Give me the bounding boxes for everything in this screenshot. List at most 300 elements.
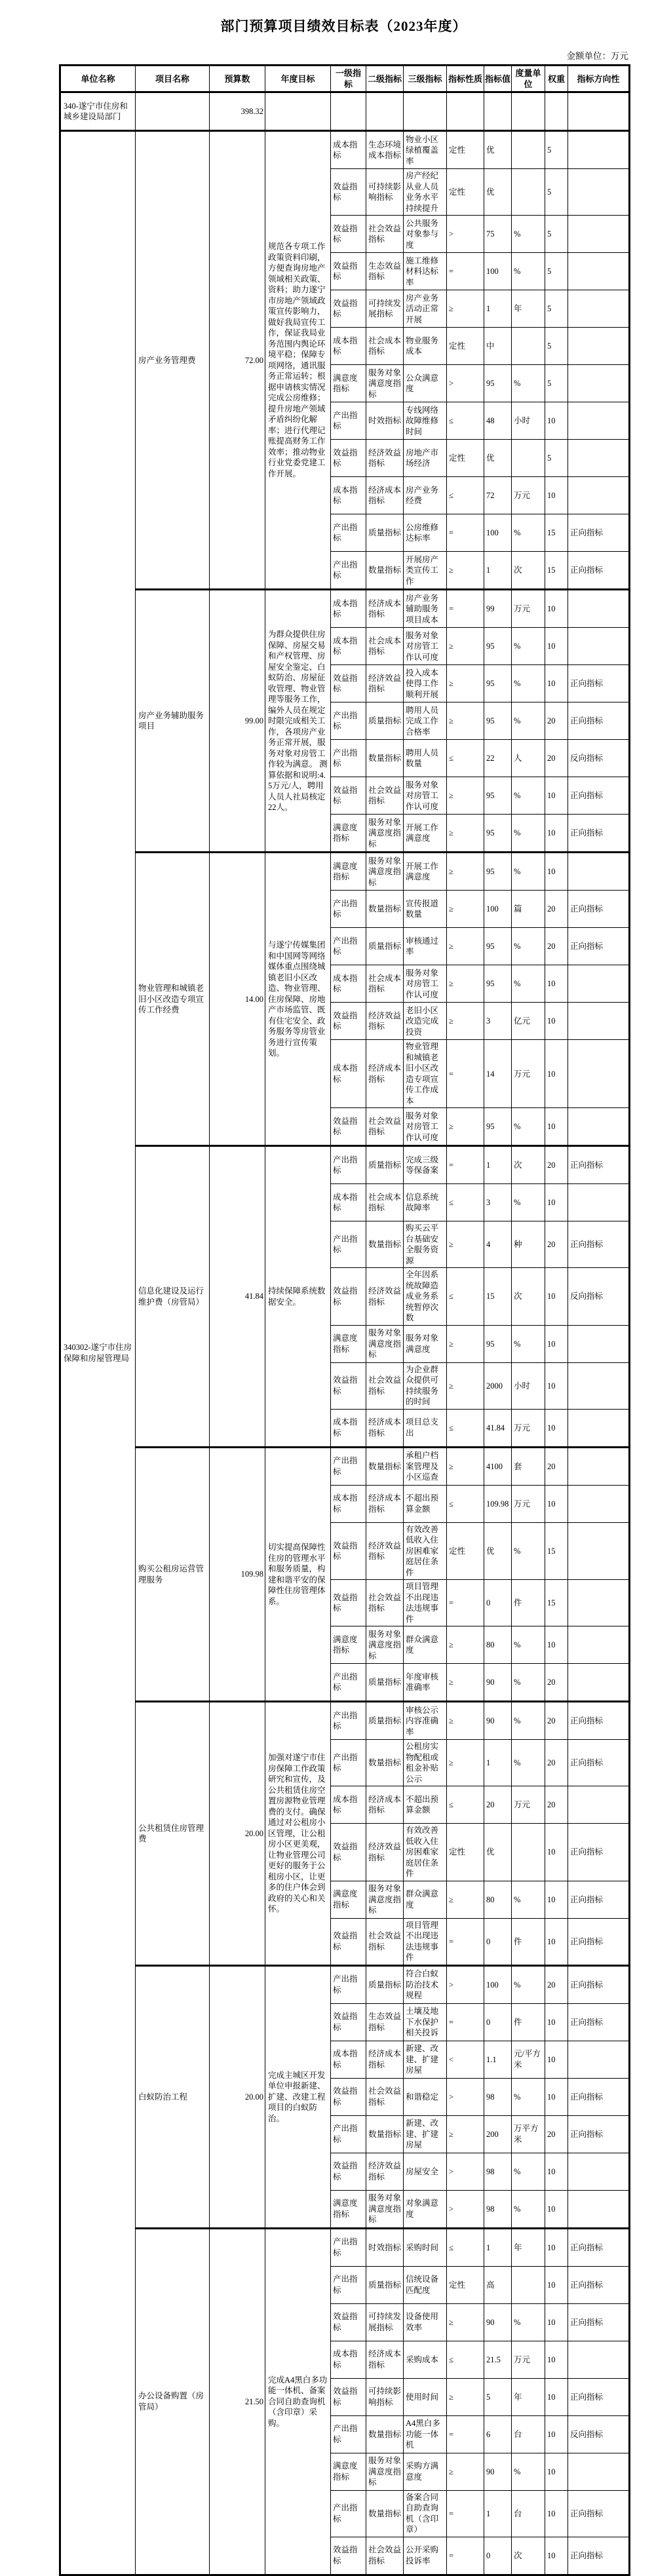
indicator-level3-cell: 公租房实物配租或租金补贴公示 xyxy=(404,1740,447,1786)
indicator-level2-cell: 可持续影响指标 xyxy=(366,2378,404,2415)
indicator-level2-cell: 社会成本指标 xyxy=(366,1184,404,1221)
indicator-value-cell: 98 xyxy=(484,2078,512,2115)
indicator-nature-cell: ≥ xyxy=(447,1003,484,1040)
indicator-value-cell: 100 xyxy=(484,514,512,552)
indicator-value-cell: 80 xyxy=(484,1626,512,1664)
indicator-level1-cell: 效益指标 xyxy=(331,1362,366,1409)
indicator-level3-cell: 开展工作满意度 xyxy=(404,853,447,891)
weight-cell: 5 xyxy=(545,328,568,365)
indicator-value-cell: 75 xyxy=(484,216,512,253)
indicator-level3-cell: 聘用人员完成工作合格率 xyxy=(404,702,447,740)
indicator-level1-cell: 产出指标 xyxy=(331,2115,366,2153)
indicator-level1-cell: 产出指标 xyxy=(331,1702,366,1740)
direction-cell xyxy=(568,1184,630,1221)
indicator-value-cell: 98 xyxy=(484,2153,512,2190)
weight-cell: 10 xyxy=(545,2041,568,2078)
indicator-level3-cell: 承租户档案管理及小区巡查 xyxy=(404,1447,447,1485)
indicator-level1-cell: 产出指标 xyxy=(331,1664,366,1702)
weight-cell: 10 xyxy=(545,1881,568,1918)
direction-cell: 正向指标 xyxy=(568,777,630,815)
measure-unit-cell: % xyxy=(512,1184,545,1221)
weight-cell: 10 xyxy=(545,1409,568,1447)
indicator-nature-cell: ≥ xyxy=(447,628,484,665)
indicator-level1-cell: 效益指标 xyxy=(331,290,366,328)
indicator-level3-cell: 物业服务成本 xyxy=(404,328,447,365)
direction-cell xyxy=(568,365,630,402)
direction-cell: 正向指标 xyxy=(568,928,630,965)
indicator-value-cell: 22 xyxy=(484,740,512,777)
measure-unit-cell: 篇 xyxy=(512,891,545,928)
measure-unit-cell: 件 xyxy=(512,2003,545,2041)
indicator-level2-cell: 时效指标 xyxy=(366,402,404,440)
weight-cell: 10 xyxy=(545,2003,568,2041)
column-header: 一级指标 xyxy=(331,66,366,92)
weight-cell: 20 xyxy=(545,1740,568,1786)
measure-unit-cell: % xyxy=(512,2453,545,2490)
unit-summary-row xyxy=(60,92,630,131)
annual-goal-cell: 与遂宁传媒集团和中国网等网络媒体重点围绕城镇老旧小区改造、物业管理、住房保障、房地产市场监管、既有住宅安全、政务服务等房管业务进行宣传策划。 xyxy=(265,853,331,1146)
indicator-nature-cell: > xyxy=(447,1965,484,2003)
indicator-level1-cell: 满意度指标 xyxy=(331,815,366,853)
weight-cell: 15 xyxy=(545,514,568,552)
indicator-level1-cell: 效益指标 xyxy=(331,440,366,477)
indicator-level3-cell: 房地产市场经济 xyxy=(404,440,447,477)
annual-goal-cell: 加强对遂宁市住房保障工作政策研究和宣传，及公共租赁住房空置房源物业管理费的支付。确保通过对公租房小区管理，让公租房小区更美观，让物业管理公司更好的服务于公租房小区，让更多的住户体会到政府的关心和关怀。 xyxy=(265,1702,331,1966)
indicator-level3-cell: 有效改善低收入住房困难家庭居住条件 xyxy=(404,1522,447,1580)
indicator-level1-cell: 满意度指标 xyxy=(331,1626,366,1664)
indicator-level2-cell: 生态效益指标 xyxy=(366,2003,404,2041)
direction-cell xyxy=(568,1325,630,1362)
indicator-level2-cell: 经济成本指标 xyxy=(366,2041,404,2078)
column-header: 二级指标 xyxy=(366,66,404,92)
indicator-level3-cell: 服务对象对房管工作认可度 xyxy=(404,965,447,1003)
indicator-level3-cell: 为企业群众提供可持续服务的时间 xyxy=(404,1362,447,1409)
indicator-nature-cell: ≥ xyxy=(447,2378,484,2415)
indicator-value-cell: 3 xyxy=(484,1184,512,1221)
measure-unit-cell: % xyxy=(512,777,545,815)
measure-unit-cell: % xyxy=(512,702,545,740)
weight-cell: 20 xyxy=(545,1702,568,1740)
indicator-level2-cell: 服务对象满意度指标 xyxy=(366,365,404,402)
indicator-nature-cell: ≤ xyxy=(447,1485,484,1522)
weight-cell: 15 xyxy=(545,1580,568,1626)
direction-cell xyxy=(568,328,630,365)
indicator-level1-cell: 满意度指标 xyxy=(331,1881,366,1918)
indicator-level2-cell: 经济成本指标 xyxy=(366,2341,404,2378)
indicator-level2-cell: 社会效益指标 xyxy=(366,2537,404,2575)
measure-unit-cell: % xyxy=(512,928,545,965)
measure-unit-cell xyxy=(512,440,545,477)
indicator-value-cell: 0 xyxy=(484,1580,512,1626)
indicator-nature-cell: ≥ xyxy=(447,665,484,702)
measure-unit-cell: 万元 xyxy=(512,1040,545,1108)
measure-unit-cell: 件 xyxy=(512,1580,545,1626)
measure-unit-cell: 件 xyxy=(512,1918,545,1965)
budget-cell: 20.00 xyxy=(210,1965,265,2228)
indicator-value-cell: 4 xyxy=(484,1221,512,1268)
indicator-nature-cell: 定性 xyxy=(447,131,484,169)
indicator-nature-cell: 定性 xyxy=(447,169,484,216)
indicator-level1-cell: 效益指标 xyxy=(331,1580,366,1626)
indicator-level1-cell: 成本指标 xyxy=(331,1040,366,1108)
measure-unit-cell: 人 xyxy=(512,740,545,777)
indicator-row xyxy=(60,1702,630,1740)
indicator-level2-cell: 服务对象满意度指标 xyxy=(366,2190,404,2228)
weight-cell: 10 xyxy=(545,2303,568,2341)
indicator-value-cell: 优 xyxy=(484,131,512,169)
indicator-value-cell: 5 xyxy=(484,2378,512,2415)
indicator-nature-cell: = xyxy=(447,2003,484,2041)
measure-unit-cell: 种 xyxy=(512,1221,545,1268)
weight-cell: 10 xyxy=(545,2341,568,2378)
indicator-level3-cell: 采购时间 xyxy=(404,2228,447,2266)
indicator-level2-cell: 生态效益指标 xyxy=(366,253,404,290)
indicator-level1-cell: 产出指标 xyxy=(331,1221,366,1268)
weight-cell: 20 xyxy=(545,1965,568,2003)
indicator-level2-cell: 质量指标 xyxy=(366,1664,404,1702)
indicator-value-cell: 109.98 xyxy=(484,1485,512,1522)
measure-unit-cell: % xyxy=(512,1522,545,1580)
indicator-level3-cell: 土壤及地下水保护相关投诉 xyxy=(404,2003,447,2041)
indicator-value-cell: 90 xyxy=(484,1702,512,1740)
indicator-level2-cell: 数量指标 xyxy=(366,2115,404,2153)
indicator-level3-cell: 信息系统故障率 xyxy=(404,1184,447,1221)
weight-cell: 5 xyxy=(545,169,568,216)
performance-target-table xyxy=(59,64,630,2576)
indicator-level2-cell: 数量指标 xyxy=(366,552,404,590)
indicator-row xyxy=(60,1447,630,1485)
indicator-row xyxy=(60,2228,630,2266)
direction-cell: 反向指标 xyxy=(568,740,630,777)
indicator-level1-cell: 成本指标 xyxy=(331,1485,366,1522)
weight-cell: 10 xyxy=(545,2415,568,2453)
weight-cell: 10 xyxy=(545,1040,568,1108)
indicator-level1-cell: 效益指标 xyxy=(331,2153,366,2190)
indicator-level2-cell: 质量指标 xyxy=(366,928,404,965)
indicator-value-cell: 优 xyxy=(484,169,512,216)
weight-cell: 10 xyxy=(545,1325,568,1362)
indicator-value-cell: 21.5 xyxy=(484,2341,512,2378)
indicator-level3-cell: 服务对象对房管工作认可度 xyxy=(404,777,447,815)
indicator-nature-cell: ≥ xyxy=(447,815,484,853)
measure-unit-cell: % xyxy=(512,514,545,552)
column-header: 指标性质 xyxy=(447,66,484,92)
indicator-level2-cell: 质量指标 xyxy=(366,1146,404,1184)
indicator-nature-cell: = xyxy=(447,590,484,628)
measure-unit-cell: 小时 xyxy=(512,402,545,440)
indicator-value-cell: 72 xyxy=(484,477,512,514)
indicator-value-cell: 95 xyxy=(484,777,512,815)
page-title: 部门预算项目绩效目标表（2023年度） xyxy=(220,18,467,34)
indicator-level1-cell: 效益指标 xyxy=(331,2378,366,2415)
indicator-level2-cell: 经济效益指标 xyxy=(366,665,404,702)
indicator-value-cell: 95 xyxy=(484,965,512,1003)
indicator-level3-cell: 施工维修材料达标率 xyxy=(404,253,447,290)
project-name-cell: 购买公租房运营管理服务 xyxy=(136,1447,210,1702)
indicator-value-cell: 优 xyxy=(484,1824,512,1881)
measure-unit-cell xyxy=(512,2266,545,2303)
indicator-nature-cell: = xyxy=(447,253,484,290)
direction-cell: 正向指标 xyxy=(568,1881,630,1918)
direction-cell: 反向指标 xyxy=(568,2415,630,2453)
indicator-value-cell: 100 xyxy=(484,891,512,928)
measure-unit-cell: % xyxy=(512,2303,545,2341)
indicator-level1-cell: 成本指标 xyxy=(331,328,366,365)
weight-cell: 10 xyxy=(545,1626,568,1664)
indicator-level2-cell: 质量指标 xyxy=(366,514,404,552)
direction-cell: 正向指标 xyxy=(568,1221,630,1268)
direction-cell xyxy=(568,402,630,440)
indicator-nature-cell: ≥ xyxy=(447,853,484,891)
indicator-level3-cell: 公开采购投诉率 xyxy=(404,2537,447,2575)
indicator-nature-cell: ≥ xyxy=(447,2115,484,2153)
weight-cell: 10 xyxy=(545,777,568,815)
amount-unit-note: 金额单位：万元 xyxy=(566,51,628,61)
indicator-nature-cell: ≥ xyxy=(447,777,484,815)
indicator-level3-cell: 群众满意度 xyxy=(404,1626,447,1664)
indicator-level1-cell: 效益指标 xyxy=(331,1003,366,1040)
indicator-level1-cell: 满意度指标 xyxy=(331,853,366,891)
indicator-nature-cell: = xyxy=(447,2490,484,2537)
indicator-nature-cell: = xyxy=(447,2537,484,2575)
indicator-level2-cell: 经济成本指标 xyxy=(366,1786,404,1824)
direction-cell xyxy=(568,440,630,477)
indicator-level3-cell: 房产业务辅助服务项目成本 xyxy=(404,590,447,628)
indicator-row xyxy=(60,1965,630,2003)
measure-unit-cell: % xyxy=(512,965,545,1003)
weight-cell: 10 xyxy=(545,2453,568,2490)
indicator-level2-cell: 服务对象满意度指标 xyxy=(366,1626,404,1664)
direction-cell xyxy=(568,253,630,290)
indicator-level3-cell: 老旧小区改造完成投资 xyxy=(404,1003,447,1040)
indicator-level1-cell: 产出指标 xyxy=(331,740,366,777)
direction-cell xyxy=(568,2041,630,2078)
measure-unit-cell: 台 xyxy=(512,2490,545,2537)
direction-cell xyxy=(568,1447,630,1485)
indicator-value-cell: 100 xyxy=(484,253,512,290)
indicator-nature-cell: = xyxy=(447,1580,484,1626)
measure-unit-cell: % xyxy=(512,1740,545,1786)
project-name-cell: 房产业务辅助服务项目 xyxy=(136,590,210,853)
direction-cell: 正向指标 xyxy=(568,2266,630,2303)
direction-cell xyxy=(568,1522,630,1580)
direction-cell xyxy=(568,1040,630,1108)
indicator-level1-cell: 产出指标 xyxy=(331,1965,366,2003)
weight-cell: 10 xyxy=(545,1362,568,1409)
indicator-level3-cell: 服务对象对房管工作认可度 xyxy=(404,628,447,665)
project-name-cell: 信息化建设及运行维护费（房管局） xyxy=(136,1146,210,1448)
direction-cell xyxy=(568,965,630,1003)
indicator-nature-cell: ≥ xyxy=(447,1325,484,1362)
indicator-level1-cell: 效益指标 xyxy=(331,1268,366,1326)
empty-cell xyxy=(512,92,545,131)
indicator-value-cell: 95 xyxy=(484,628,512,665)
unit-name-cell: 340-遂宁市住房和城乡建设局部门 xyxy=(60,92,136,131)
measure-unit-cell: % xyxy=(512,1664,545,1702)
direction-cell xyxy=(568,2453,630,2490)
indicator-level1-cell: 产出指标 xyxy=(331,2490,366,2537)
indicator-level2-cell: 经济效益指标 xyxy=(366,1824,404,1881)
indicator-level3-cell: 公共服务对象参与度 xyxy=(404,216,447,253)
indicator-level1-cell: 成本指标 xyxy=(331,590,366,628)
indicator-level3-cell: 公房维修达标率 xyxy=(404,514,447,552)
indicator-nature-cell: ≥ xyxy=(447,891,484,928)
indicator-level3-cell: 服务对象对房管工作认可度 xyxy=(404,1108,447,1146)
weight-cell: 20 xyxy=(545,702,568,740)
direction-cell xyxy=(568,1580,630,1626)
project-name-cell: 白蚁防治工程 xyxy=(136,1965,210,2228)
indicator-level2-cell: 数量指标 xyxy=(366,1740,404,1786)
measure-unit-cell: 台 xyxy=(512,2415,545,2453)
indicator-level3-cell: 物业小区绿植覆盖率 xyxy=(404,131,447,169)
indicator-nature-cell: ≥ xyxy=(447,1447,484,1485)
indicator-level2-cell: 质量指标 xyxy=(366,702,404,740)
indicator-level2-cell: 社会效益指标 xyxy=(366,1362,404,1409)
indicator-nature-cell: ≤ xyxy=(447,1786,484,1824)
indicator-level1-cell: 效益指标 xyxy=(331,2303,366,2341)
weight-cell: 10 xyxy=(545,2490,568,2537)
indicator-nature-cell: > xyxy=(447,216,484,253)
table-body xyxy=(60,92,630,2575)
indicator-level1-cell: 效益指标 xyxy=(331,2537,366,2575)
direction-cell: 正向指标 xyxy=(568,1740,630,1786)
measure-unit-cell: 年 xyxy=(512,2378,545,2415)
indicator-level2-cell: 经济成本指标 xyxy=(366,1409,404,1447)
measure-unit-cell: % xyxy=(512,628,545,665)
weight-cell: 10 xyxy=(545,1485,568,1522)
measure-unit-cell: 套 xyxy=(512,1447,545,1485)
indicator-nature-cell: ≥ xyxy=(447,552,484,590)
indicator-nature-cell: ≥ xyxy=(447,1626,484,1664)
indicator-level2-cell: 数量指标 xyxy=(366,2415,404,2453)
indicator-level3-cell: 房屋安全 xyxy=(404,2153,447,2190)
indicator-value-cell: 95 xyxy=(484,702,512,740)
indicator-value-cell: 90 xyxy=(484,2303,512,2341)
direction-cell xyxy=(568,1626,630,1664)
measure-unit-cell: 次 xyxy=(512,1146,545,1184)
weight-cell: 10 xyxy=(545,1184,568,1221)
indicator-level1-cell: 产出指标 xyxy=(331,1146,366,1184)
indicator-level1-cell: 效益指标 xyxy=(331,2078,366,2115)
measure-unit-cell: 万元 xyxy=(512,477,545,514)
weight-cell: 20 xyxy=(545,1146,568,1184)
measure-unit-cell: 年 xyxy=(512,2228,545,2266)
indicator-value-cell: 1 xyxy=(484,2228,512,2266)
direction-cell: 正向指标 xyxy=(568,2490,630,2537)
direction-cell xyxy=(568,628,630,665)
measure-unit-cell xyxy=(512,131,545,169)
indicator-nature-cell: = xyxy=(447,1918,484,1965)
measure-unit-cell: % xyxy=(512,1325,545,1362)
indicator-value-cell: 95 xyxy=(484,1108,512,1146)
indicator-level2-cell: 数量指标 xyxy=(366,2490,404,2537)
measure-unit-cell: 万元 xyxy=(512,1409,545,1447)
indicator-level2-cell: 社会效益指标 xyxy=(366,1918,404,1965)
measure-unit-cell xyxy=(512,169,545,216)
indicator-level1-cell: 产出指标 xyxy=(331,1740,366,1786)
budget-cell: 72.00 xyxy=(210,131,265,590)
direction-cell xyxy=(568,590,630,628)
indicator-level3-cell: 服务对象满意度 xyxy=(404,1325,447,1362)
indicator-value-cell: 80 xyxy=(484,1881,512,1918)
weight-cell: 20 xyxy=(545,1786,568,1824)
header-row xyxy=(60,66,630,92)
direction-cell xyxy=(568,1409,630,1447)
column-header: 单位名称 xyxy=(60,66,136,92)
indicator-level1-cell: 效益指标 xyxy=(331,777,366,815)
indicator-level3-cell: 新建、改建、扩建房屋 xyxy=(404,2115,447,2153)
indicator-value-cell: 1 xyxy=(484,1740,512,1786)
indicator-level3-cell: 群众满意度 xyxy=(404,1881,447,1918)
indicator-value-cell: 4100 xyxy=(484,1447,512,1485)
budget-cell: 21.50 xyxy=(210,2228,265,2575)
indicator-level2-cell: 社会成本指标 xyxy=(366,965,404,1003)
indicator-level1-cell: 效益指标 xyxy=(331,169,366,216)
indicator-nature-cell: > xyxy=(447,365,484,402)
measure-unit-cell: % xyxy=(512,1626,545,1664)
indicator-value-cell: 95 xyxy=(484,928,512,965)
measure-unit-cell: 万元 xyxy=(512,590,545,628)
direction-cell: 正向指标 xyxy=(568,891,630,928)
measure-unit-cell: % xyxy=(512,815,545,853)
column-header: 年度目标 xyxy=(265,66,331,92)
indicator-nature-cell: 定性 xyxy=(447,440,484,477)
indicator-row xyxy=(60,131,630,169)
indicator-level3-cell: 项目管理不出现违法违规事件 xyxy=(404,1918,447,1965)
indicator-nature-cell: ≥ xyxy=(447,928,484,965)
weight-cell: 5 xyxy=(545,216,568,253)
indicator-level2-cell: 经济成本指标 xyxy=(366,477,404,514)
indicator-level2-cell: 服务对象满意度指标 xyxy=(366,1881,404,1918)
direction-cell: 正向指标 xyxy=(568,1824,630,1881)
direction-cell xyxy=(568,477,630,514)
indicator-level3-cell: 物业管理和城镇老旧小区改造专项宣传工作成本 xyxy=(404,1040,447,1108)
direction-cell xyxy=(568,2341,630,2378)
indicator-nature-cell: 定性 xyxy=(447,328,484,365)
indicator-level3-cell: 和谐稳定 xyxy=(404,2078,447,2115)
indicator-level2-cell: 经济效益指标 xyxy=(366,1003,404,1040)
indicator-value-cell: 95 xyxy=(484,665,512,702)
column-header: 指标方向性 xyxy=(568,66,630,92)
indicator-value-cell: 1 xyxy=(484,290,512,328)
indicator-level3-cell: 对象满意度 xyxy=(404,2190,447,2228)
indicator-nature-cell: ≤ xyxy=(447,402,484,440)
indicator-level1-cell: 产出指标 xyxy=(331,514,366,552)
indicator-nature-cell: 定性 xyxy=(447,2266,484,2303)
annual-goal-cell xyxy=(265,92,331,131)
indicator-nature-cell: ≥ xyxy=(447,965,484,1003)
annual-goal-cell: 完成主城区开发单位申报新建、扩建、改建工程项目的白蚁防治。 xyxy=(265,1965,331,2228)
indicator-nature-cell: ≤ xyxy=(447,477,484,514)
indicator-level3-cell: 采购方满意度 xyxy=(404,2453,447,2490)
indicator-level2-cell: 经济成本指标 xyxy=(366,590,404,628)
indicator-value-cell: 100 xyxy=(484,1965,512,2003)
weight-cell: 5 xyxy=(545,290,568,328)
budget-cell: 20.00 xyxy=(210,1702,265,1966)
direction-cell: 正向指标 xyxy=(568,1146,630,1184)
indicator-value-cell: 98 xyxy=(484,2190,512,2228)
indicator-value-cell: 95 xyxy=(484,1325,512,1362)
indicator-nature-cell: ≥ xyxy=(447,2303,484,2341)
direction-cell xyxy=(568,1485,630,1522)
indicator-level1-cell: 成本指标 xyxy=(331,1786,366,1824)
indicator-level1-cell: 成本指标 xyxy=(331,2041,366,2078)
indicator-level1-cell: 效益指标 xyxy=(331,1824,366,1881)
measure-unit-cell xyxy=(512,328,545,365)
measure-unit-cell: % xyxy=(512,2153,545,2190)
indicator-level3-cell: 使用时间 xyxy=(404,2378,447,2415)
measure-unit-cell: 次 xyxy=(512,2537,545,2575)
